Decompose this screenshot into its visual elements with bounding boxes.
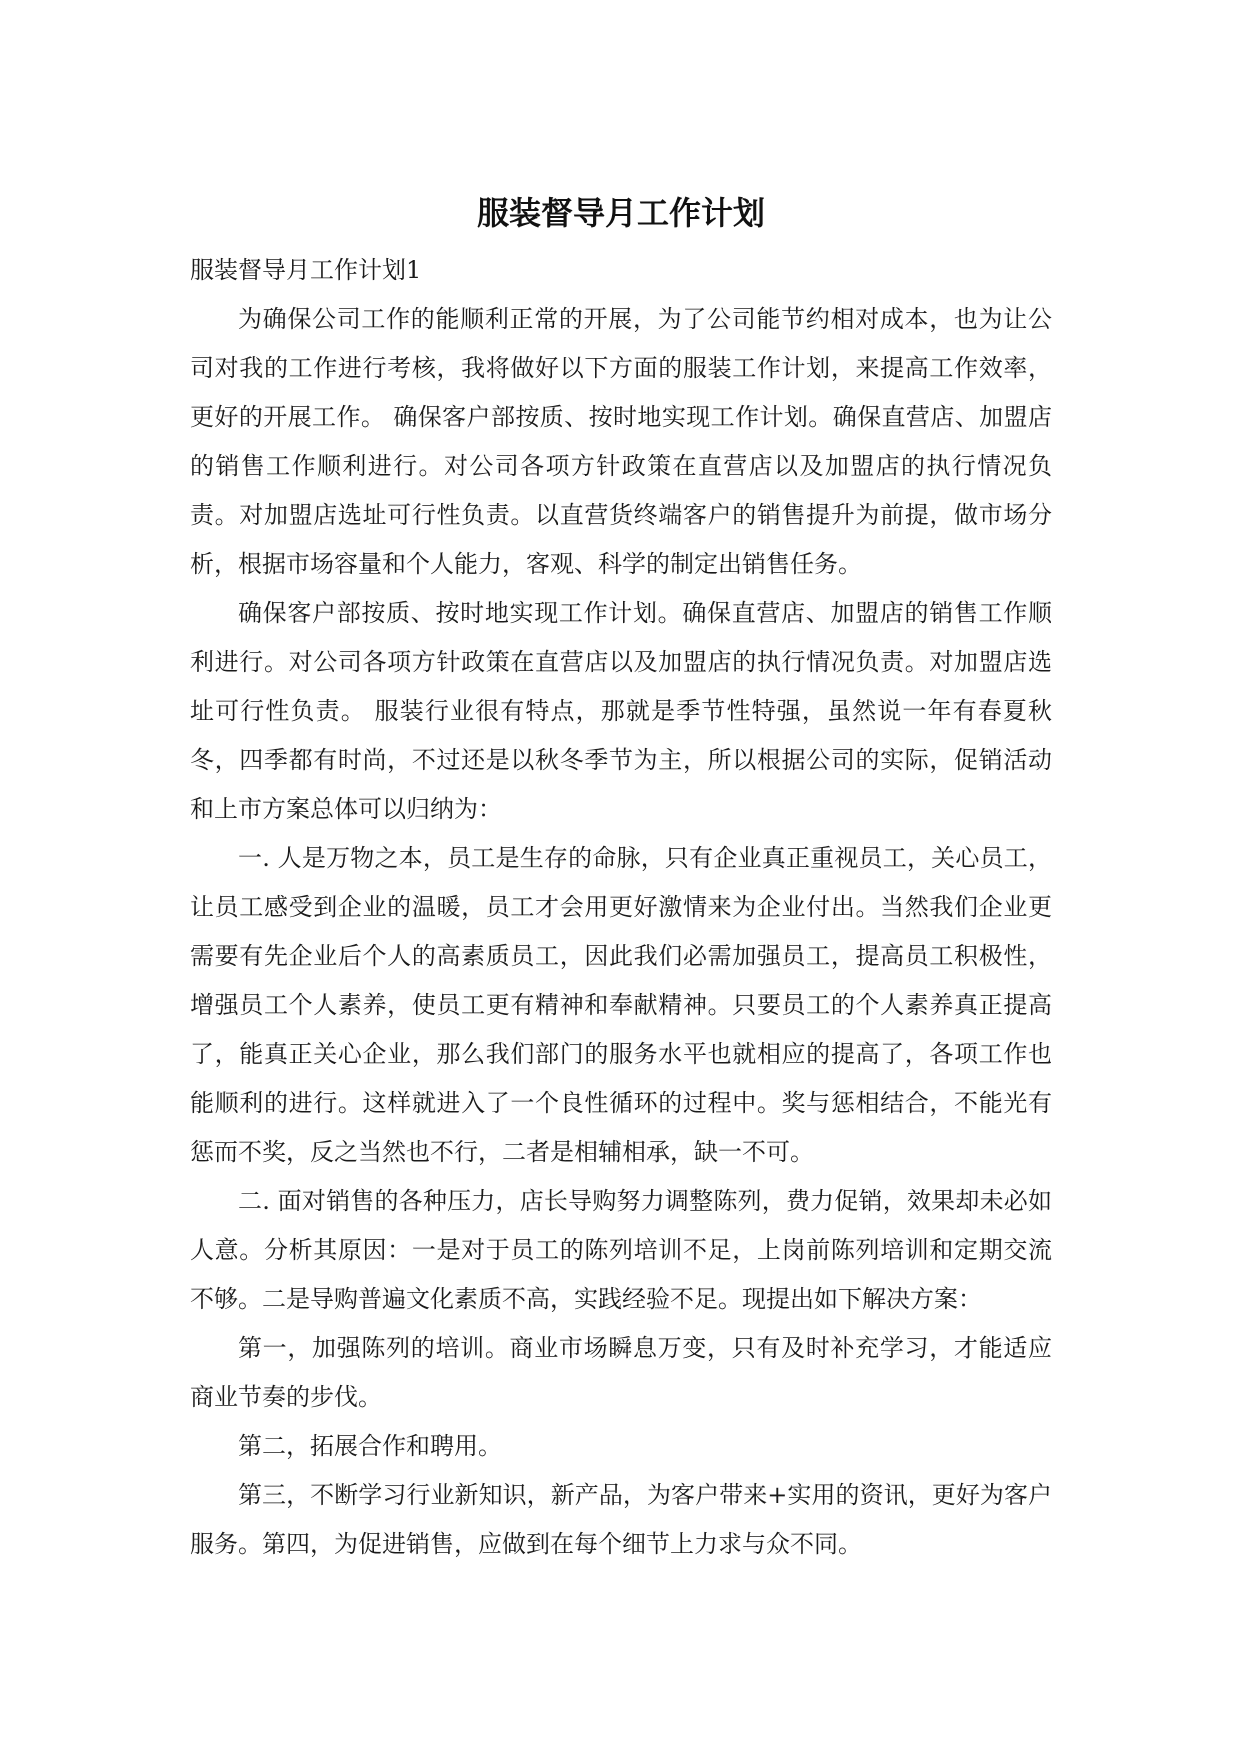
document-subtitle: 服装督导月工作计划1 [190,256,422,284]
paragraph-third-fourth-measure: 第三，不断学习行业新知识，新产品，为客户带来+实用的资讯，更好为客户服务。第四，为促进销售，应做到在每个细节上力求与众不同。 [190,1481,1052,1558]
paragraph-first-measure: 第一，加强陈列的培训。商业市场瞬息万变，只有及时补充学习，才能适应商业节奏的步伐。 [190,1334,1052,1411]
paragraph-section-two: 二. 面对销售的各种压力，店长导购努力调整陈列，费力促销，效果却未必如人意。分析其原因：一是对于员工的陈列培训不足，上岗前陈列培训和定期交流不够。二是导购普遍文化素质不高，实践经验不足。现提出如下解决方案： [190,1187,1052,1313]
paragraph-responsibilities: 确保客户部按质、按时地实现工作计划。确保直营店、加盟店的销售工作顺利进行。对公司各项方针政策在直营店以及加盟店的执行情况负责。对加盟店选址可行性负责。 服装行业很有特点，那就是季节性特强，虽然说一年有春夏秋冬，四季都有时尚，不过还是以秋冬季节为主，所以根据公司的实际，促销活动和上市方案总体可以归纳为： [190,599,1052,823]
paragraph-section-one: 一. 人是万物之本，员工是生存的命脉，只有企业真正重视员工，关心员工，让员工感受到企业的温暖，员工才会用更好激情来为企业付出。当然我们企业更需要有先企业后个人的高素质员工，因此我们必需加强员工，提高员工积极性，增强员工个人素养，使员工更有精神和奉献精神。只要员工的个人素养真正提高了，能真正关心企业，那么我们部门的服务水平也就相应的提高了，各项工作也能顺利的进行。这样就进入了一个良性循环的过程中。奖与惩相结合，不能光有惩而不奖，反之当然也不行，二者是相辅相承，缺一不可。 [190,844,1052,1166]
paragraph-intro: 为确保公司工作的能顺利正常的开展，为了公司能节约相对成本，也为让公司对我的工作进行考核，我将做好以下方面的服装工作计划，来提高工作效率，更好的开展工作。 确保客户部按质、按时地实现工作计划。确保直营店、加盟店的销售工作顺利进行。对公司各项方针政策在直营店以及加盟店的执行情况负责。对加盟店选址可行性负责。以直营货终端客户的销售提升为前提，做市场分析，根据市场容量和个人能力，客观、科学的制定出销售任务。 [190,305,1052,578]
document-title: 服装督导月工作计划 [476,194,765,232]
document-body [190,188,1052,1569]
paragraph-second-measure: 第二，拓展合作和聘用。 [238,1432,502,1460]
